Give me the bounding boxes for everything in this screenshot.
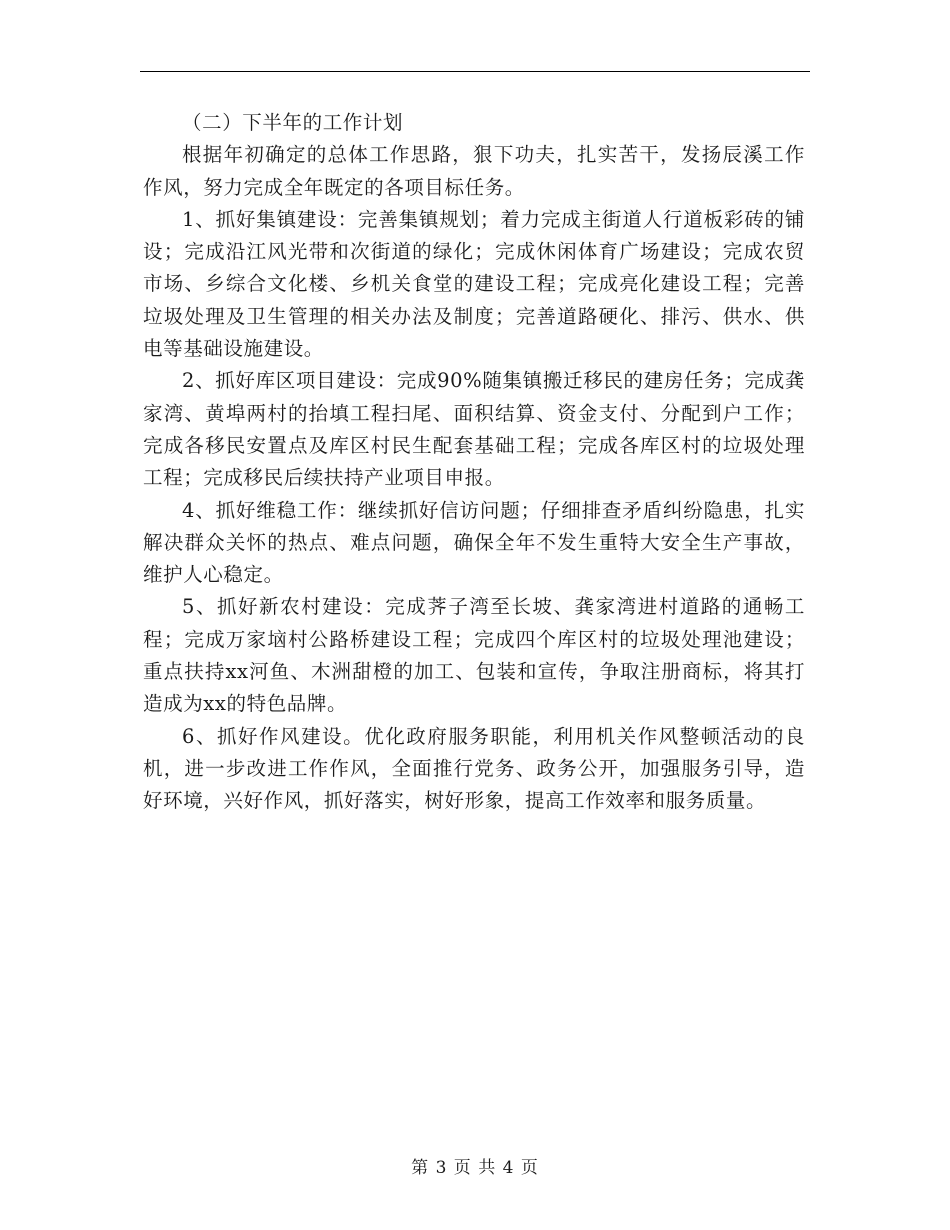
intro-paragraph: 根据年初确定的总体工作思路，狠下功夫，扎实苦干，发扬辰溪工作作风，努力完成全年既定的各项目标任务。: [143, 143, 805, 199]
page-number: 第 3 页 共 4 页: [411, 1158, 539, 1178]
header-rule: [140, 71, 810, 72]
item-reservoir-projects: 2、抓好库区项目建设：完成90%随集镇搬迁移民的建房任务；完成龚家湾、黄埠两村的抬填工程扫尾、面积结算、资金支付、分配到户工作；完成各移民安置点及库区村民生配套基础工程；完成各库区村的垃圾处理工程；完成移民后续扶持产业项目申报。: [143, 369, 805, 490]
item-new-countryside: 5、抓好新农村建设：完成荠子湾至长坡、龚家湾进村道路的通畅工程；完成万家垴村公路桥建设工程；完成四个库区村的垃圾处理池建设；重点扶持xx河鱼、木洲甜橙的加工、包装和宣传，争取注册商标，将其打造成为xx的特色品牌。: [143, 595, 805, 716]
item-stability-work: 4、抓好维稳工作：继续抓好信访问题；仔细排查矛盾纠纷隐患，扎实解决群众关怀的热点、难点问题，确保全年不发生重特大安全生产事故，维护人心稳定。: [143, 498, 805, 587]
document-body: [143, 107, 805, 818]
item-work-style: 6、抓好作风建设。优化政府服务职能，利用机关作风整顿活动的良机，进一步改进工作作风，全面推行党务、政务公开，加强服务引导，造好环境，兴好作风，抓好落实，树好形象，提高工作效率和服务质量。: [143, 724, 805, 813]
page-footer: [0, 1153, 950, 1178]
section-heading: （二）下半年的工作计划: [182, 111, 404, 134]
item-town-construction: 1、抓好集镇建设：完善集镇规划；着力完成主街道人行道板彩砖的铺设；完成沿江风光带和次街道的绿化；完成休闲体育广场建设；完成农贸市场、乡综合文化楼、乡机关食堂的建设工程；完成亮化建设工程；完善垃圾处理及卫生管理的相关办法及制度；完善道路硬化、排污、供水、供电等基础设施建设。: [143, 207, 805, 361]
